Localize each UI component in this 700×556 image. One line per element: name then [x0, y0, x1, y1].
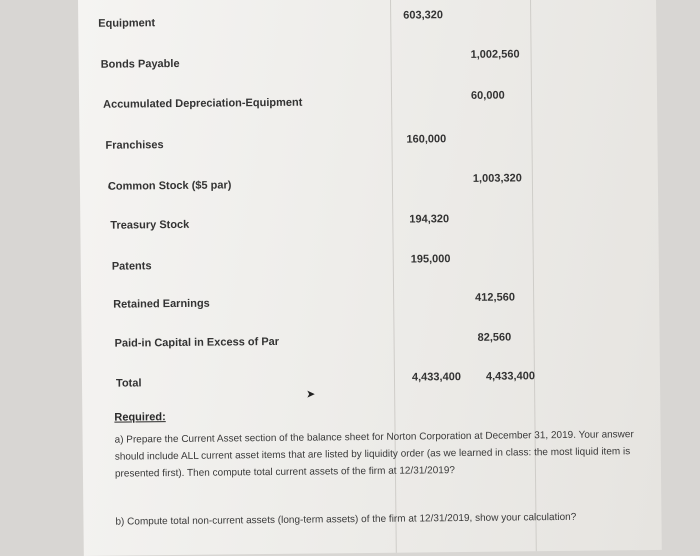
total-credit: 4,433,400	[485, 370, 535, 383]
debit-amount: 603,320	[403, 9, 444, 22]
debit-amount: 195,000	[410, 253, 451, 266]
account-label: Paid-in Capital in Excess of Par	[114, 335, 280, 350]
total-label: Total	[115, 377, 142, 390]
account-label: Bonds Payable	[100, 57, 180, 71]
mouse-pointer-icon: ➤	[306, 388, 316, 401]
credit-amount: 60,000	[470, 89, 505, 102]
document-page	[78, 0, 662, 556]
account-label: Patents	[111, 260, 152, 273]
required-heading: Required:	[114, 411, 166, 424]
debit-amount: 160,000	[406, 133, 447, 146]
debit-amount: 194,320	[409, 213, 450, 226]
credit-amount: 412,560	[475, 291, 515, 304]
account-label: Franchises	[105, 139, 164, 152]
account-label: Treasury Stock	[110, 218, 190, 232]
account-label: Equipment	[98, 17, 156, 30]
credit-amount: 1,003,320	[472, 172, 522, 185]
account-label: Common Stock ($5 par)	[107, 179, 232, 193]
credit-amount: 82,560	[477, 331, 512, 344]
total-debit: 4,433,400	[411, 371, 461, 384]
question-part-a: a) Prepare the Current Asset section of the balance sheet for Norton Corporation at December 31, 2019. Your answer should include ALL current asset items that are listed by liquidity order (as we learned in class: the most liquid item is presented first). Then compute total current assets of the firm at 12/31/2019?	[114, 429, 634, 480]
question-part-b: b) Compute total non-current assets (long-term assets) of the firm at 12/31/2019, show your calculation?	[115, 511, 577, 528]
account-label: Retained Earnings	[113, 297, 210, 311]
account-label: Accumulated Depreciation-Equipment	[103, 96, 303, 111]
credit-amount: 1,002,560	[470, 48, 520, 61]
